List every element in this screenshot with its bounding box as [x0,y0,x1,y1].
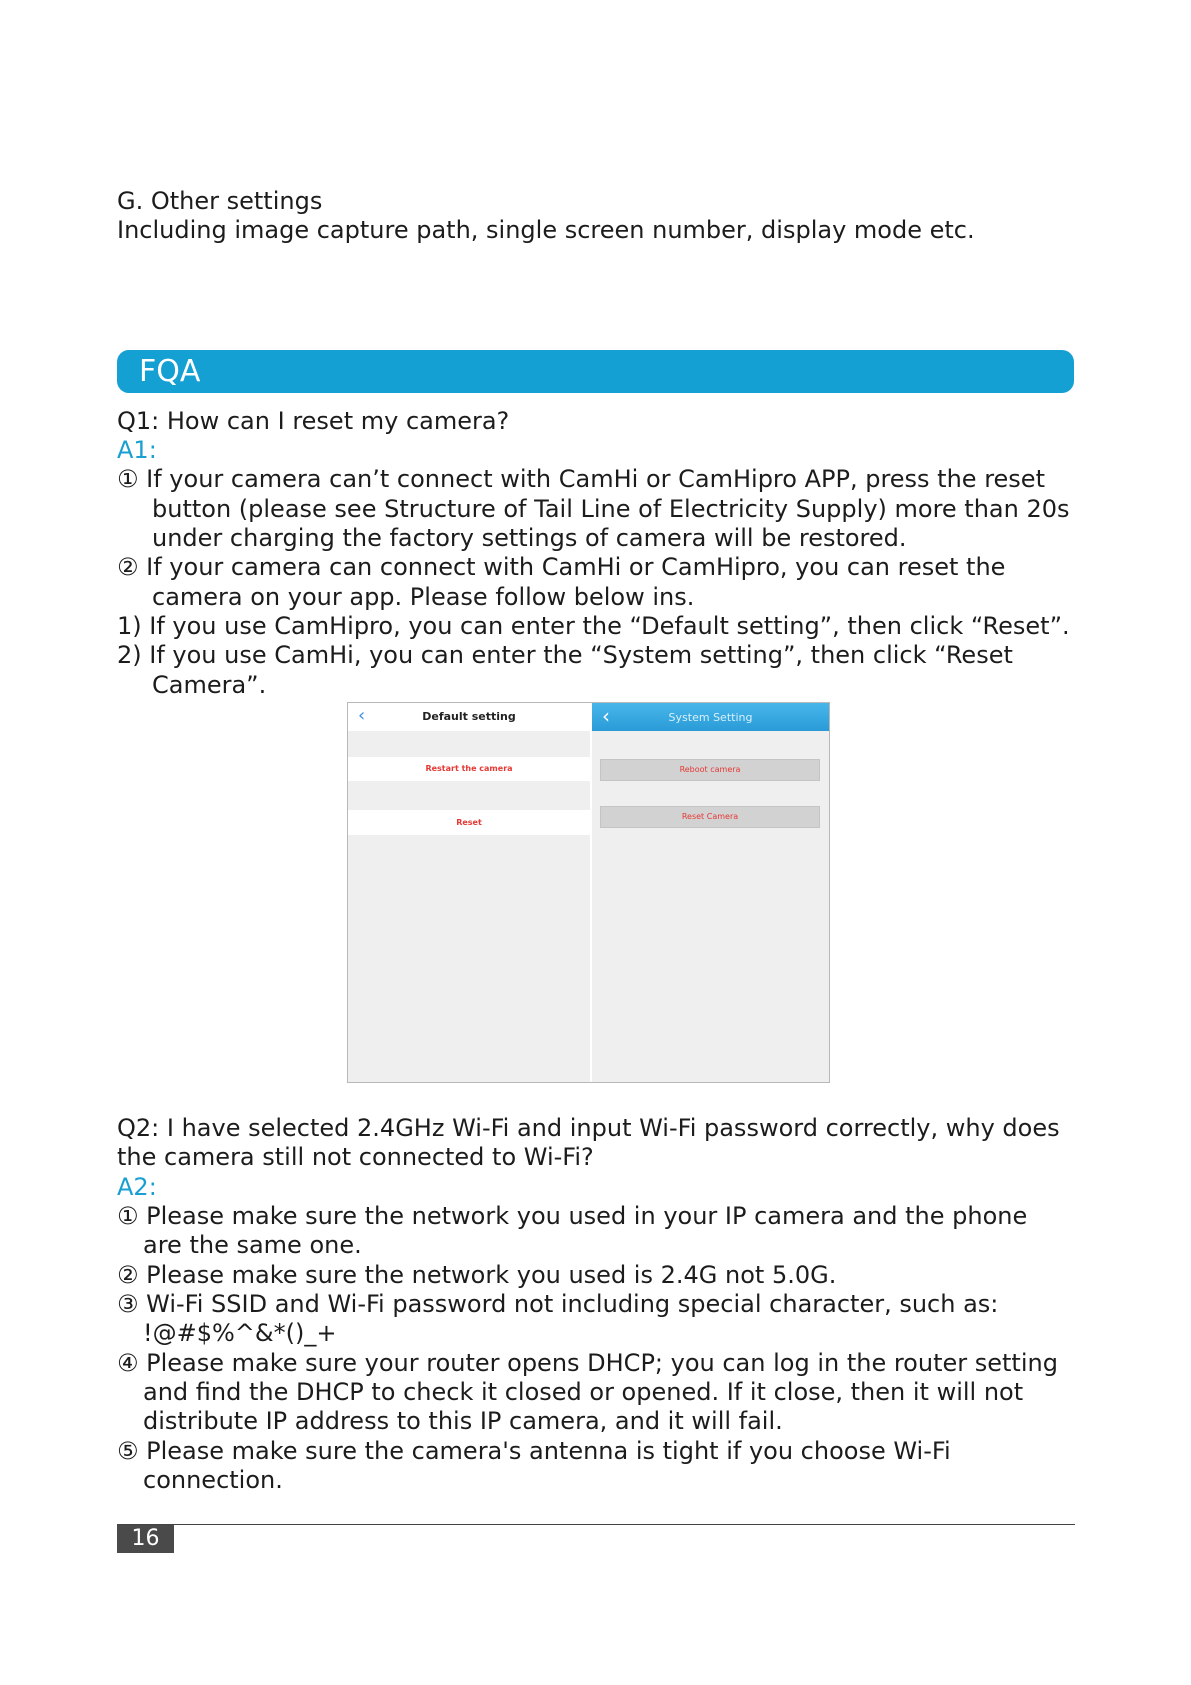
system-setting-screen [592,703,829,1082]
restart-camera-row[interactable]: Restart the camera [348,757,590,781]
chevron-left-icon[interactable]: ‹ [358,705,366,726]
reset-row[interactable]: Reset [348,810,590,835]
q1-question: Q1: How can I reset my camera? [117,407,510,435]
a1-item2-line2: camera on your app. Please follow below ins. [152,583,695,611]
a1-item1-line3: under charging the factory settings of camera will be restored. [152,524,907,552]
reboot-camera-button[interactable]: Reboot camera [600,759,820,781]
default-setting-screen [348,703,590,1082]
system-setting-title: System Setting [668,711,753,724]
a1-label: A1: [117,436,157,464]
a2-item4-line3: distribute IP address to this IP camera, and it will fail. [143,1407,783,1435]
reset-camera-button[interactable]: Reset Camera [600,806,820,828]
a2-item2: ② Please make sure the network you used is 2.4G not 5.0G. [117,1261,837,1289]
section-g-heading: G. Other settings [117,187,323,215]
a1-item1-line2: button (please see Structure of Tail Line of Electricity Supply) more than 20s [152,495,1070,523]
a2-item5-line1: ⑤ Please make sure the camera's antenna is tight if you choose Wi-Fi [117,1437,951,1465]
default-setting-header [348,703,590,731]
fqa-banner-title: FQA [139,354,201,389]
a1-step2-line2: Camera”. [152,671,267,699]
page-number: 16 [117,1525,174,1553]
q2-question-line1: Q2: I have selected 2.4GHz Wi-Fi and input Wi-Fi password correctly, why does [117,1114,1060,1142]
a2-item4-line2: and find the DHCP to check it closed or opened. If it close, then it will not [143,1378,1024,1406]
a2-label: A2: [117,1173,157,1201]
q2-question-line2: the camera still not connected to Wi-Fi? [117,1143,594,1171]
a2-item4-line1: ④ Please make sure your router opens DHCP; you can log in the router setting [117,1349,1058,1377]
a1-item1-line1: ① If your camera can’t connect with CamHi or CamHipro APP, press the reset [117,465,1045,493]
default-setting-title: Default setting [422,710,516,723]
a2-item1-line2: are the same one. [143,1231,362,1259]
a2-item3-line1: ③ Wi-Fi SSID and Wi-Fi password not including special character, such as: [117,1290,999,1318]
chevron-left-icon[interactable]: ‹ [602,704,610,728]
footer-rule [117,1524,1075,1525]
a2-item1-line1: ① Please make sure the network you used in your IP camera and the phone [117,1202,1028,1230]
a1-step2-line1: 2) If you use CamHi, you can enter the “System setting”, then click “Reset [117,641,1013,669]
fqa-banner [117,350,1074,393]
system-setting-header [592,703,829,731]
a2-item5-line2: connection. [143,1466,283,1494]
section-g-text: Including image capture path, single screen number, display mode etc. [117,216,975,244]
app-screenshots [347,702,830,1083]
a2-item3-line2: !@#$%^&*()_+ [143,1319,337,1347]
a1-item2-line1: ② If your camera can connect with CamHi or CamHipro, you can reset the [117,553,1006,581]
a1-step1: 1) If you use CamHipro, you can enter the “Default setting”, then click “Reset”. [117,612,1070,640]
